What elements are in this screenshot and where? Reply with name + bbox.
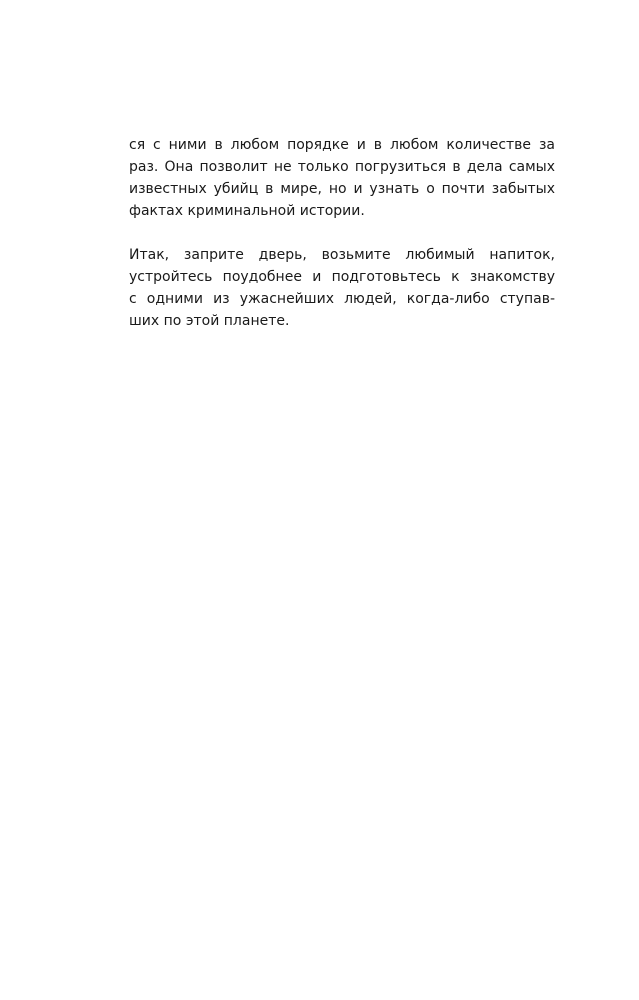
text-line: раз. Она позволит не только погрузиться в дела самых [129,159,555,175]
paragraph-1 [129,134,555,222]
text-line: ся с ними в любом порядке и в любом количестве за [129,137,555,153]
text-line: фактах криминальной истории. [129,203,365,219]
body-text [129,134,555,332]
text-line: с одними из ужаснейших людей, когда-либо ступав- [129,291,555,307]
text-line: известных убийц в мире, но и узнать о почти забытых [129,181,555,197]
text-line: устройтесь поудобнее и подготовьтесь к знакомству [129,269,555,285]
paragraph-2 [129,244,555,332]
text-line: Итак, заприте дверь, возьмите любимый напиток, [129,247,555,263]
text-line: ших по этой планете. [129,313,290,329]
